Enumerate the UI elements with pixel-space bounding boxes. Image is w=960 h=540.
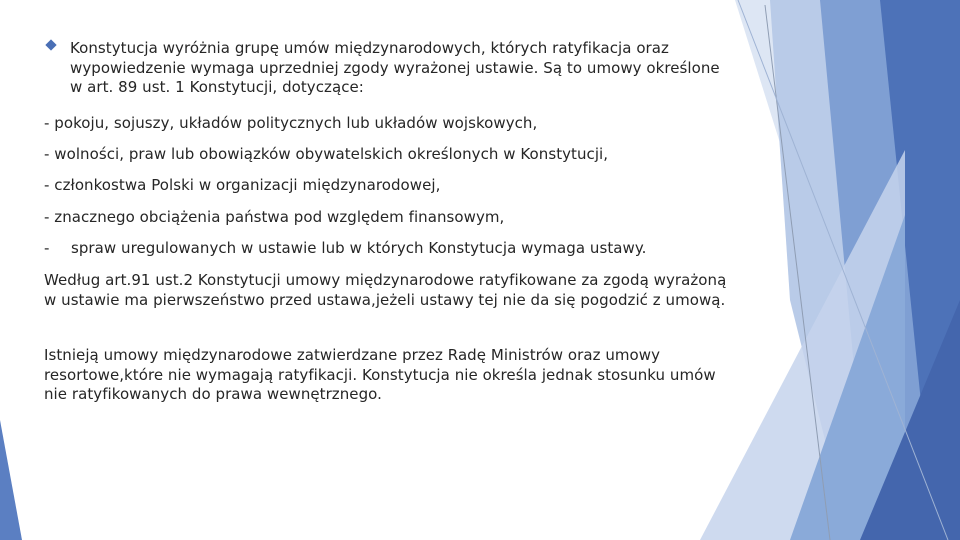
list-item bbox=[44, 239, 646, 259]
left-edge-shape bbox=[0, 420, 22, 540]
dash-marker: - bbox=[44, 239, 50, 257]
paragraph-art-91: Według art.91 ust.2 Konstytucji umowy międzynarodowe ratyfikowane za zgodą wyrażoną w ustawie ma pierwszeństwo przed ustawa,jeżeli ustawy tej nie da się pogodzić z umową. bbox=[44, 271, 727, 309]
intro-paragraph: Konstytucja wyróżnia grupę umów międzynarodowych, których ratyfikacja oraz wypowiedzenie wymaga uprzedniej zgody wyrażonej ustawie. Są to umowy określone w art. 89 ust. 1 Konstytucji, dotyczące: bbox=[70, 39, 720, 96]
list-item: - członkostwa Polski w organizacji międzynarodowej, bbox=[44, 176, 441, 194]
list-item: - pokoju, sojuszy, układów politycznych lub układów wojskowych, bbox=[44, 114, 538, 132]
paragraph-government-agreements: Istnieją umowy międzynarodowe zatwierdzane przez Radę Ministrów oraz umowy resortowe,które nie wymagają ratyfikacji. Konstytucja nie określa jednak stosunku umów nie ratyfikowanych do prawa wewnętrznego. bbox=[44, 346, 716, 403]
list-item: - wolności, praw lub obowiązków obywatelskich określonych w Konstytucji, bbox=[44, 145, 609, 163]
list-item: - znacznego obciążenia państwa pod względem finansowym, bbox=[44, 208, 505, 226]
list-item-text: spraw uregulowanych w ustawie lub w których Konstytucja wymaga ustawy. bbox=[71, 239, 647, 257]
